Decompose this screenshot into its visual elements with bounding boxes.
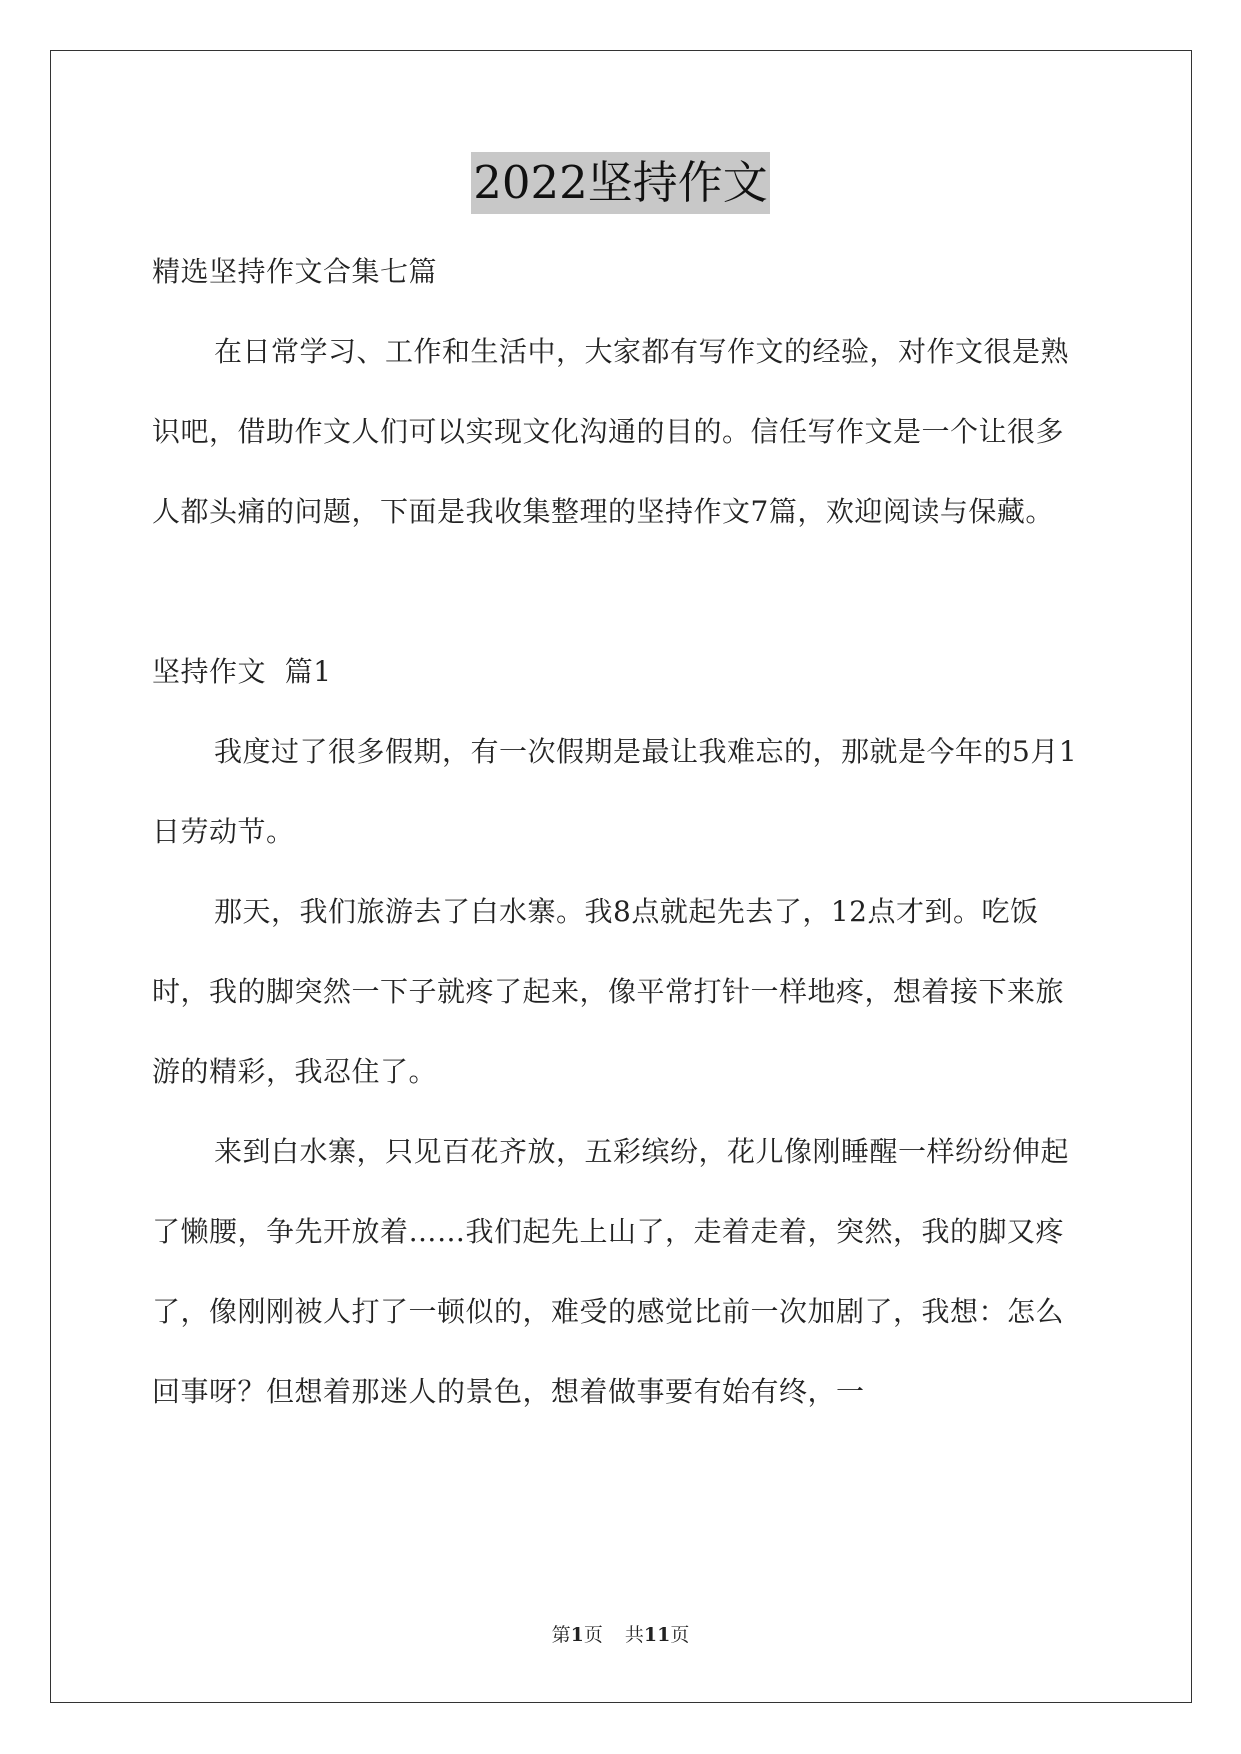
body-paragraph: 那天，我们旅游去了白水寨。我8点就起先去了，12点才到。吃饭时，我的脚突然一下子就疼了起来，像平常打针一样地疼，想着接下来旅游的精彩，我忍住了。 [152, 895, 1065, 1088]
page-suffix: 页 [583, 1624, 603, 1646]
document-title: 2022坚持作文 [471, 152, 770, 214]
document-subtitle: 精选坚持作文合集七篇 [152, 255, 438, 288]
intro-paragraph: 在日常学习、工作和生活中，大家都有写作文的经验，对作文很是熟识吧，借助作文人们可以实现文化沟通的目的。信任写作文是一个让很多人都头痛的问题，下面是我收集整理的坚持作文7篇，欢迎阅读与保藏。 [152, 335, 1070, 528]
total-pages: 11 [643, 1624, 671, 1646]
page-footer [0, 1620, 1241, 1647]
body-paragraph: 我度过了很多假期，有一次假期是最让我难忘的，那就是今年的5月1日劳动节。 [152, 735, 1078, 848]
title-container [0, 152, 1241, 214]
page-prefix: 第 [551, 1624, 571, 1646]
page-number: 1 [570, 1624, 584, 1646]
body-paragraph: 来到白水寨，只见百花齐放，五彩缤纷，花儿像刚睡醒一样纷纷伸起了懒腰，争先开放着……我们起先上山了，走着走着，突然，我的脚又疼了，像刚刚被人打了一顿似的，难受的感觉比前一次加剧了，我想：怎么回事呀？但想着那迷人的景色，想着做事要有始有终，一 [152, 1135, 1070, 1408]
total-prefix: 共 [624, 1624, 644, 1646]
section-heading: 坚持作文 篇1 [152, 655, 332, 688]
total-suffix: 页 [670, 1624, 690, 1646]
document-body [152, 232, 1087, 1432]
